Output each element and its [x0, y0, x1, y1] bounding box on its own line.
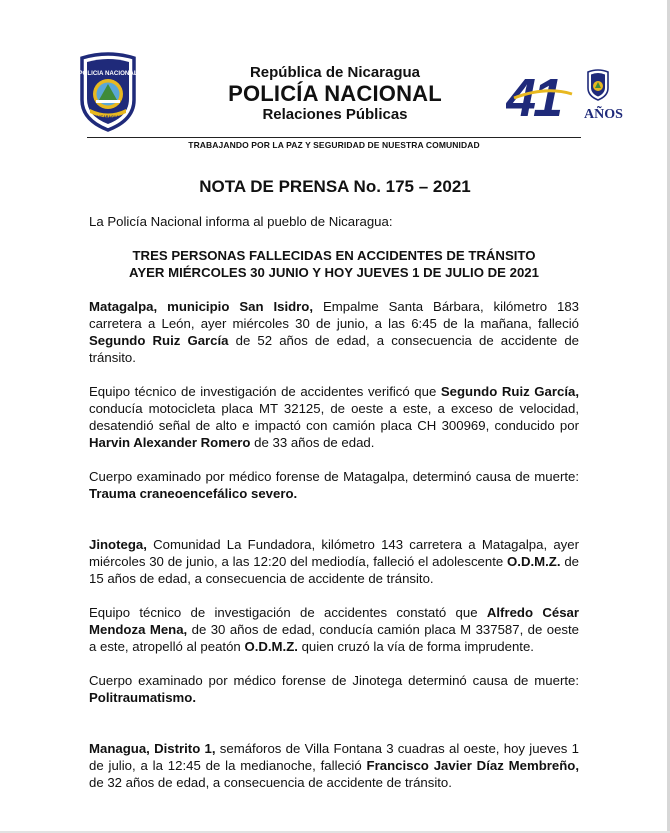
organization-name: POLICÍA NACIONAL	[228, 81, 442, 106]
subheadline	[89, 247, 579, 281]
location: Matagalpa, municipio San Isidro,	[89, 299, 314, 314]
person-name: Segundo Ruiz García,	[440, 384, 579, 399]
text: Empalme Santa Bárbara, kilómetro 183 carretera a León, ayer miércoles 30 de junio, a las 6:45 de la mañana, falleció	[89, 299, 579, 331]
text: Cuerpo examinado por médico forense de Jinotega determinó causa de muerte:	[89, 673, 579, 688]
victim-name: Segundo Ruiz García	[89, 333, 229, 348]
motto: TRABAJANDO POR LA PAZ Y SEGURIDAD DE NUESTRA COMUNIDAD	[188, 140, 480, 150]
paragraph-managua-incident	[89, 740, 579, 791]
text: de 33 años de edad.	[250, 435, 375, 450]
text: Equipo técnico de investigación de accidentes verificó que	[89, 384, 441, 399]
paragraph-jinotega-cause	[89, 672, 579, 706]
text: quien cruzó la vía de forma imprudente.	[297, 639, 534, 654]
badge-bottom-text: NICARAGUA	[97, 115, 119, 119]
victim-name: Francisco Javier Díaz Membreño,	[366, 758, 579, 773]
text: de 30 años de edad, conducía camión placa M 337587, de oeste a este, atropelló al peatón	[89, 622, 580, 654]
intro-text: La Policía Nacional informa al pueblo de Nicaragua:	[89, 214, 393, 229]
subheadline-line-2: AYER MIÉRCOLES 30 JUNIO Y HOY JUEVES 1 DE JULIO DE 2021	[129, 265, 539, 280]
country-name: República de Nicaragua	[249, 64, 421, 81]
anniversary-word: AÑOS	[584, 107, 623, 122]
text: Equipo técnico de investigación de accidentes constató que	[89, 605, 487, 620]
text: de 52 años de edad, a consecuencia de accidente de tránsito.	[89, 333, 579, 365]
text: semáforos de Villa Fontana 3 cuadras al oeste, hoy jueves 1 de julio, a la 12:45 de la medianoche, falleció	[89, 741, 579, 773]
text: de 15 años de edad, a consecuencia de accidente de tránsito.	[89, 554, 579, 586]
text: de 32 años de edad, a consecuencia de accidente de tránsito.	[89, 775, 452, 790]
press-release-title: NOTA DE PRENSA No. 175 – 2021	[199, 177, 471, 196]
paragraph-matagalpa-incident	[89, 298, 579, 366]
department-name: Relaciones Públicas	[262, 106, 408, 123]
victim-name: O.D.M.Z.	[507, 554, 561, 569]
badge-top-text: POLICIA NACIONAL	[78, 70, 138, 77]
organization-block	[200, 64, 470, 124]
subheadline-line-1: TRES PERSONAS FALLECIDAS EN ACCIDENTES DE TRÁNSITO	[132, 248, 536, 263]
anniversary-number: 41	[506, 68, 561, 126]
anniversary-41-logo	[506, 66, 626, 126]
text: Cuerpo examinado por médico forense de Matagalpa, determinó causa de muerte:	[89, 469, 579, 484]
paragraph-jinotega-investigation	[89, 604, 579, 655]
person-name: Alfredo César Mendoza Mena,	[89, 605, 579, 637]
cause-of-death: Trauma craneoencefálico severo.	[89, 486, 298, 501]
person-name: O.D.M.Z.	[244, 639, 298, 654]
paragraph-jinotega-incident	[89, 536, 579, 587]
paragraph-matagalpa-cause	[89, 468, 579, 502]
header-divider	[87, 137, 581, 138]
location: Jinotega,	[89, 537, 147, 552]
paragraph-matagalpa-investigation	[89, 383, 579, 451]
location: Managua, Distrito 1,	[89, 741, 216, 756]
press-release-body	[89, 213, 579, 808]
police-badge-logo	[76, 48, 140, 132]
cause-of-death: Politraumatismo.	[89, 690, 196, 705]
person-name: Harvin Alexander Romero	[89, 435, 251, 450]
letterhead	[0, 0, 670, 150]
text: Comunidad La Fundadora, kilómetro 143 carretera a Matagalpa, ayer miércoles 30 de junio, a las 12:20 del mediodía, falleció el adolescente	[89, 537, 579, 569]
text: conducía motocicleta placa MT 32125, de oeste a este, a exceso de velocidad, desatendió señal de alto e impactó con camión placa CH 300969, conducido por	[89, 401, 579, 433]
